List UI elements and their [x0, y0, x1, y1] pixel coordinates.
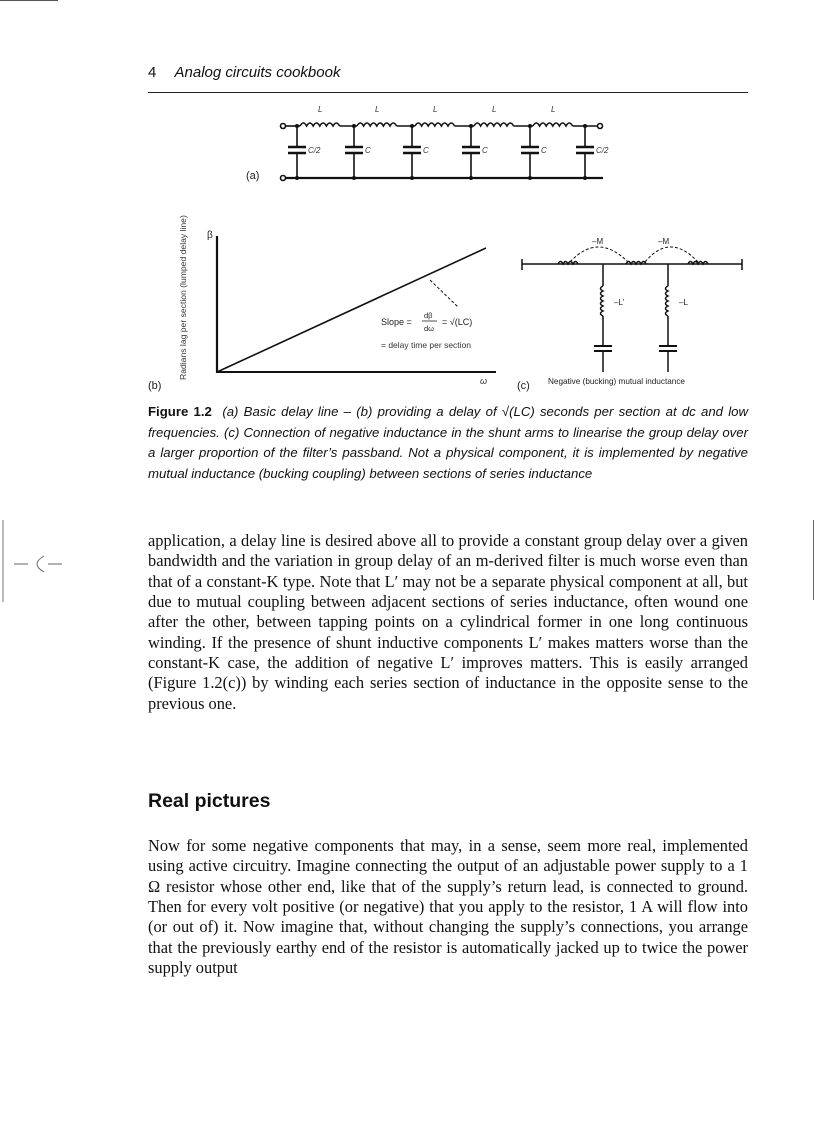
slope-suffix: = √(LC) [442, 317, 473, 327]
section-heading: Real pictures [148, 790, 271, 812]
mutual-coupling-arc [570, 247, 628, 262]
shunt-capacitor-4 [462, 126, 480, 178]
capacitor-label: C [541, 146, 547, 155]
ground-terminal [281, 176, 286, 181]
figure-panel-a [281, 123, 604, 181]
shunt-inductor-c1 [601, 286, 604, 316]
shunt-capacitor-3 [403, 126, 421, 178]
series-inductor-4 [474, 123, 514, 126]
mutual-label: –M [592, 237, 604, 246]
delay-note: = delay time per section [381, 340, 472, 350]
panel-label-b: (b) [148, 380, 162, 392]
mutual-label: –M [658, 237, 670, 246]
figure-1-2 [0, 0, 816, 400]
inductor-label: L [375, 105, 380, 114]
capacitor-label: C [365, 146, 371, 155]
series-inductor-1 [300, 123, 340, 126]
shunt-capacitor-5 [521, 126, 539, 178]
shunt-capacitor-2 [345, 126, 363, 178]
inductor-label: L [433, 105, 438, 114]
inductor-label: L [318, 105, 323, 114]
panel-label-a: (a) [246, 170, 260, 182]
y-axis-label: Radians lag per section (lumped delay line) [178, 215, 188, 380]
omega-label: ω [480, 376, 488, 386]
shunt-capacitor-6 [576, 126, 594, 178]
output-terminal [598, 124, 603, 129]
page-number: 4 [148, 64, 157, 81]
slope-pointer [430, 280, 458, 307]
running-title: Analog circuits cookbook [174, 64, 341, 81]
figure-caption [148, 402, 748, 484]
input-terminal [281, 124, 286, 129]
panel-label-c: (c) [517, 380, 530, 392]
mutual-coupling-arc [645, 247, 698, 262]
series-inductor-2 [357, 123, 397, 126]
inductor-label: L [492, 105, 497, 114]
shunt-inductor-c2 [666, 286, 669, 316]
figure-caption-text: (a) Basic delay line – (b) providing a delay of √(LC) seconds per section at dc and low frequencies. (c) Connection of negative inductance in the shunt arms to linearise the group delay over a larger proportion of the filter’s passband. Not a physical component, it is implemented by negative mutual inductance (bucking coupling) between sections of series inductance [148, 404, 749, 481]
series-inductor-5 [533, 123, 573, 126]
shunt-capacitor-1 [288, 126, 306, 178]
slope-prefix: Slope = [381, 317, 412, 327]
margin-edge-line [813, 520, 814, 600]
beta-label: β [207, 230, 213, 241]
capacitor-label: C [423, 146, 429, 155]
capacitor-label: C/2 [596, 146, 609, 155]
figure-panel-c [522, 247, 742, 372]
capacitor-label: C [482, 146, 488, 155]
capacitor-label: C/2 [308, 146, 321, 155]
slope-numerator: dβ [424, 311, 433, 320]
phase-line [217, 248, 486, 372]
figure-panel-b [148, 215, 496, 392]
body-paragraph: application, a delay line is desired above all to provide a constant group delay over a given bandwidth and the variation in group delay of an m-derived filter is much worse even than that of a constant-K type. Note that L′ may not be a separate physical component at all, but due to mutual coupling between adjacent sections of series inductance, often wound one after the other, between tapping points on a cylindrical former in one long continuous winding. If the presence of shunt inductive components L′ makes matters worse than the constant-K case, the addition of negative L′ improves matters. This is easily arranged (Figure 1.2(c)) by winding each series section of inductance in the opposite sense to the previous one. [148, 531, 748, 713]
series-inductor-3 [415, 123, 455, 126]
shunt-l-label: –L' [614, 298, 625, 307]
figure-caption-label: Figure 1.2 [148, 404, 212, 419]
inductor-label: L [551, 105, 556, 114]
margin-binding-mark [0, 520, 70, 610]
body-paragraph: Now for some negative components that may, in a sense, seem more real, implemented using active circuitry. Imagine connecting the output of an adjustable power supply to a 1 Ω resistor whose other end, like that of the supply’s return lead, is connected to ground. Then for every volt positive (or negative) that you apply to the resistor, 1 A will flow into (or out of) it. Now imagine that, without changing the supply’s connections, you arrange that the previously earthy end of the resistor is automatically jacked up to twice the power supply output [148, 836, 748, 978]
panel-c-caption: Negative (bucking) mutual inductance [548, 377, 685, 386]
slope-denominator: dω [424, 324, 435, 333]
shunt-l-label: –L [679, 298, 688, 307]
